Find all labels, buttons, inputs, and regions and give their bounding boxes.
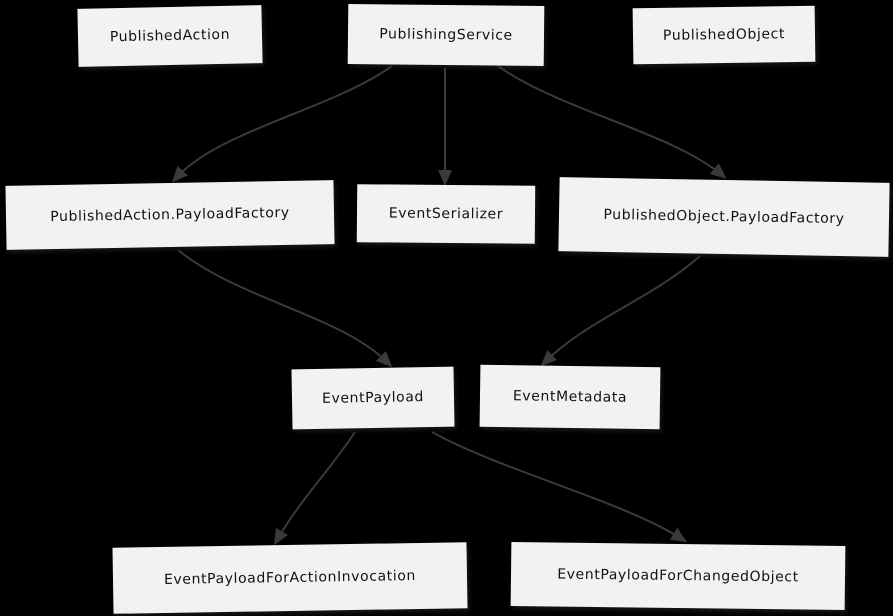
node-event-payload-for-changed-object[interactable]	[511, 542, 846, 610]
edge-event-payload-to-event-payload-for-action-invocation	[277, 432, 355, 540]
edge-event-payload-to-event-payload-for-changed-object	[432, 432, 682, 539]
node-label: EventSerializer	[388, 205, 504, 223]
edge-published-object-payload-factory-to-event-metadata	[545, 256, 700, 362]
node-published-action-payload-factory[interactable]	[5, 180, 334, 250]
node-label: EventMetadata	[512, 388, 628, 406]
node-event-payload-for-action-invocation[interactable]	[113, 542, 468, 614]
node-label: PublishedObject	[662, 26, 786, 44]
node-label: PublishedObject.PayloadFactory	[603, 206, 845, 228]
node-label: EventPayloadForActionInvocation	[163, 567, 417, 588]
node-event-payload[interactable]	[291, 367, 454, 430]
node-label: EventPayloadForChangedObject	[557, 566, 799, 586]
node-event-serializer[interactable]	[357, 184, 535, 244]
node-published-action[interactable]	[77, 5, 262, 67]
node-publishing-service[interactable]	[348, 4, 545, 66]
node-event-metadata[interactable]	[480, 365, 661, 430]
node-label: PublishingService	[379, 26, 513, 44]
node-label: PublishedAction.PayloadFactory	[50, 204, 290, 226]
edge-publishing-service-to-published-action-payload-factory	[176, 66, 392, 178]
node-label: EventPayload	[321, 389, 425, 407]
edge-publishing-service-to-published-object-payload-factory	[498, 66, 722, 175]
node-label: PublishedAction	[109, 26, 231, 46]
node-published-object[interactable]	[633, 6, 816, 65]
edge-published-action-payload-factory-to-event-payload	[178, 250, 388, 363]
node-published-object-payload-factory[interactable]	[558, 177, 889, 257]
